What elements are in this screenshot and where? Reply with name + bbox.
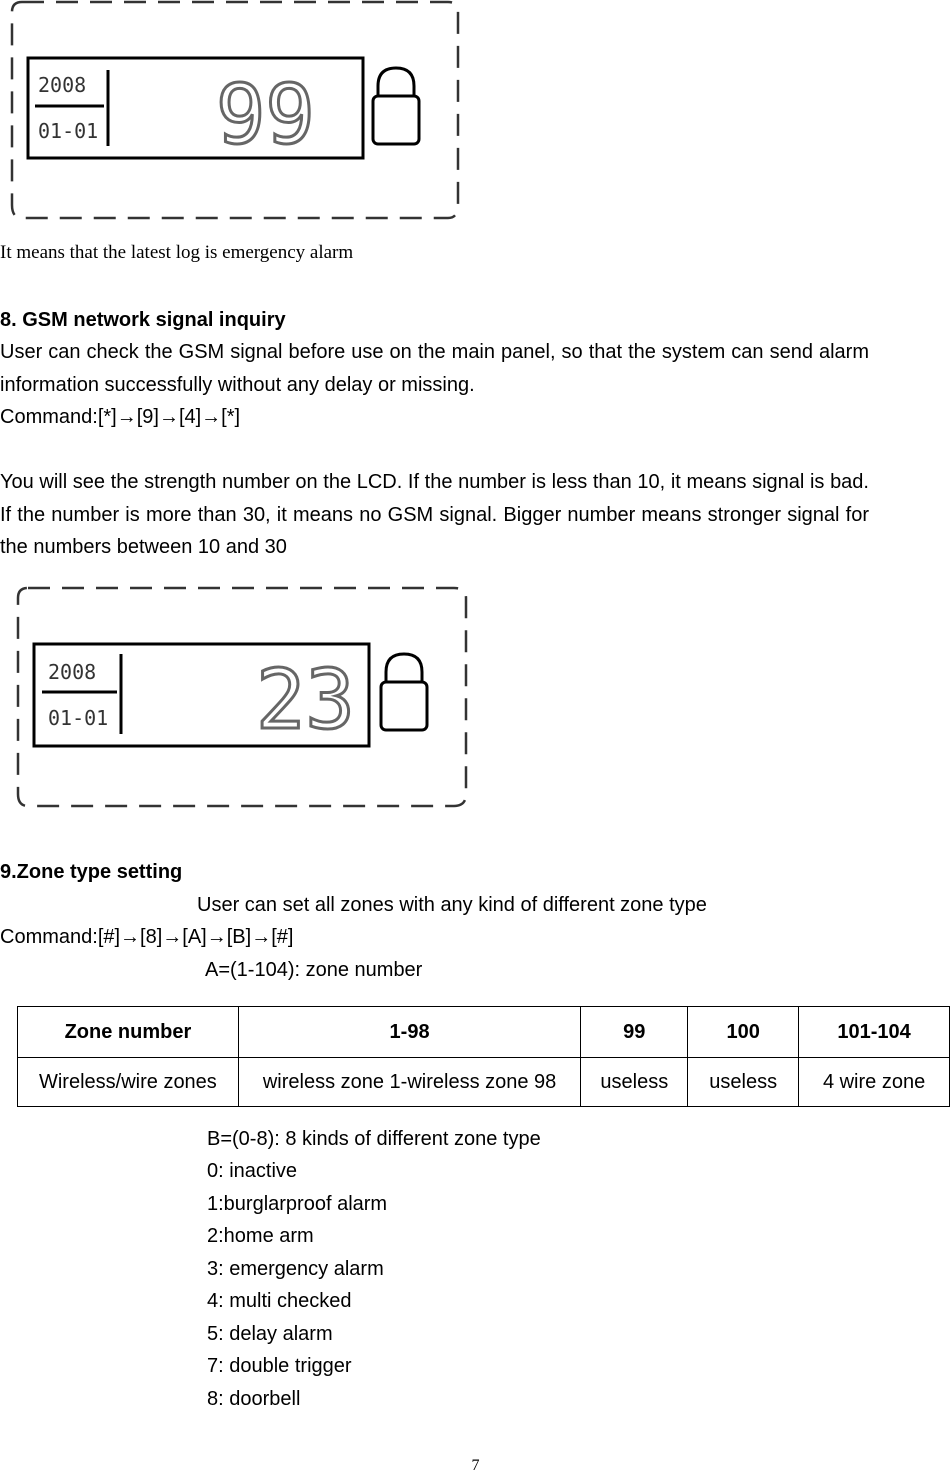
section-8-command: Command:[*]→[9]→[4]→[*]	[0, 406, 241, 428]
lcd-digits: 99	[216, 68, 315, 163]
section-9-command: Command:[#]→[8]→[A]→[B]→[#]	[0, 926, 294, 948]
page-number: 7	[471, 1457, 480, 1474]
table-row	[18, 1058, 950, 1107]
section-9-a-description: A=(1-104): zone number	[205, 959, 423, 981]
section-8-paragraph-1: User can check the GSM signal before use on the main panel, so that the system can send alarm information successfully without any delay or missing.	[0, 341, 869, 396]
lcd-digits: 23	[256, 653, 355, 748]
table-header-cell: 100	[688, 1007, 799, 1058]
lcd-date: 01-01	[38, 119, 99, 143]
section-9-intro: User can set all zones with any kind of different zone type	[197, 894, 707, 916]
zone-type-item: 4: multi checked	[207, 1290, 352, 1312]
lcd-year: 2008	[38, 73, 87, 97]
zone-type-item: 2:home arm	[207, 1225, 314, 1247]
table-cell: Wireless/wire zones	[18, 1058, 239, 1107]
zone-type-item: 0: inactive	[207, 1160, 298, 1182]
table-header-cell: Zone number	[18, 1007, 239, 1058]
table-header-cell: 101-104	[799, 1007, 950, 1058]
table-cell: useless	[581, 1058, 688, 1107]
table-header-cell: 99	[581, 1007, 688, 1058]
lcd-year: 2008	[48, 660, 97, 684]
lock-icon	[381, 654, 427, 730]
lcd-display-figure	[8, 0, 463, 225]
table-header-cell: 1-98	[238, 1007, 581, 1058]
zone-table	[17, 1006, 950, 1107]
zone-type-item: 8: doorbell	[207, 1388, 301, 1410]
figure-caption: It means that the latest log is emergency alarm	[0, 242, 354, 263]
table-cell: useless	[688, 1058, 799, 1107]
section-9-heading: 9.Zone type setting	[0, 861, 183, 883]
lock-icon	[373, 68, 419, 144]
section-8-heading: 8. GSM network signal inquiry	[0, 309, 286, 331]
section-8-paragraph-2: You will see the strength number on the LCD. If the number is less than 10, it means signal is bad. If the number is more than 30, it means no GSM signal. Bigger number means stronger signal for the numbers between 10 and 30	[0, 471, 869, 558]
zone-type-item: 5: delay alarm	[207, 1323, 333, 1345]
table-header-row	[18, 1007, 950, 1058]
table-cell: 4 wire zone	[799, 1058, 950, 1107]
lcd-signal-figure	[14, 584, 469, 809]
lcd-date: 01-01	[48, 706, 109, 730]
zone-type-item: 7: double trigger	[207, 1355, 352, 1377]
zone-type-item: 1:burglarproof alarm	[207, 1193, 388, 1215]
table-cell: wireless zone 1-wireless zone 98	[238, 1058, 581, 1107]
zone-type-item: 3: emergency alarm	[207, 1258, 384, 1280]
section-9-b-description: B=(0-8): 8 kinds of different zone type	[207, 1128, 541, 1150]
